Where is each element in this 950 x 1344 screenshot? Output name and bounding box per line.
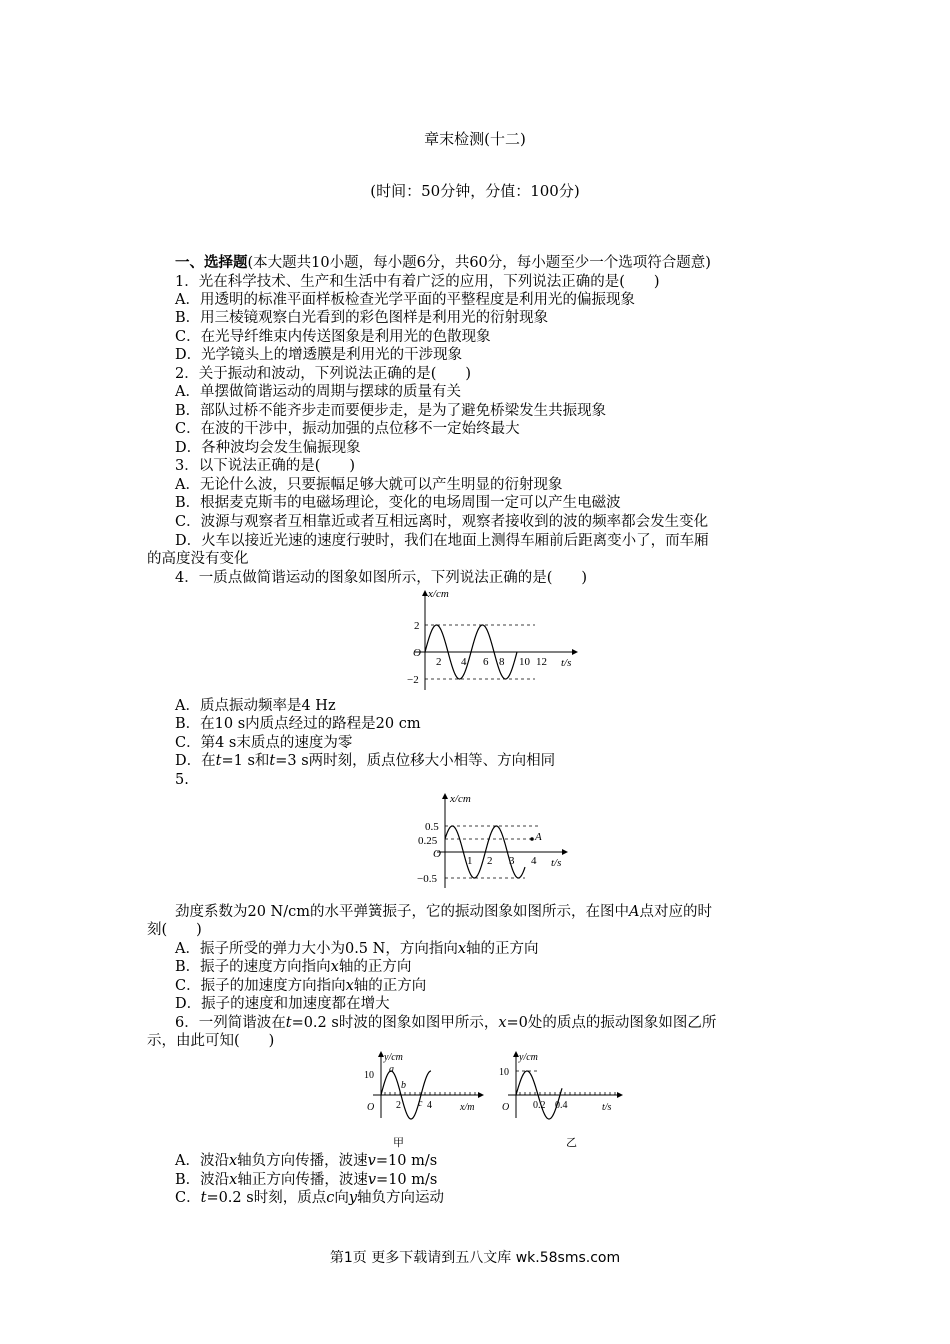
q4-y-pos: 2 (414, 620, 420, 632)
q5-option-b (175, 958, 411, 976)
q5-stem-text-2: 点对应的时 (639, 904, 712, 920)
q6-stem-text-2: =0.2 s时波的图象如图甲所示， (291, 1015, 499, 1031)
page-footer: 第1页 更多下载请到五八文库 wk.58sms.com (329, 1250, 621, 1266)
q4-y-neg: −2 (407, 674, 419, 686)
q5-option-c (175, 977, 426, 995)
q6j-tick-4: 4 (427, 1100, 432, 1111)
q4-origin: O (413, 647, 421, 659)
q5-c-text-2: 轴的正方向 (353, 978, 427, 994)
q4-d-text-3: =3 s两时刻，质点位移大小相等、方向相同 (275, 753, 556, 769)
q6-stem-var-t: t (285, 1015, 292, 1031)
q5-a-text-2: 轴的正方向 (466, 941, 539, 957)
q6-option-c (175, 1189, 444, 1207)
q5-point-a-dot (530, 837, 534, 841)
q4-option-c: C．第4 s末质点的速度为零 (175, 735, 353, 751)
q5-stem-var-a: A (629, 904, 640, 920)
q1-stem: 1．光在科学技术、生产和生活中有着广泛的应用，下列说法正确的是( ) (175, 274, 660, 290)
q3-option-d: D．火车以接近光速的速度行驶时，我们在地面上测得车厢前后距离变小了，而车厢 (175, 533, 709, 549)
q5-c-text-1: C．振子的加速度方向指向 (175, 978, 346, 994)
q5-y-label: x/cm (450, 793, 471, 805)
q6-c-text-3: 向 (334, 1190, 349, 1206)
q6j-point-c: c (418, 1098, 423, 1109)
q5-tick-4: 4 (531, 855, 537, 867)
q5-b-text-2: 轴的正方向 (338, 959, 412, 975)
q2-option-d: D．各种波均会发生偏振现象 (175, 440, 361, 456)
q6y-tick-04: 0.4 (555, 1100, 568, 1111)
q4-d-var-t1: t (215, 753, 222, 769)
q6j-caption: 甲 (393, 1137, 404, 1149)
q6-stem-text-3: =0处的质点的振动图象如图乙所 (506, 1015, 717, 1031)
q5-b-text-1: B．振子的速度方向指向 (175, 959, 331, 975)
q6y-y-label: y/cm (519, 1052, 538, 1063)
q6j-y10: 10 (364, 1070, 374, 1081)
q5-number: 5. (175, 772, 189, 788)
q5-b-var-x: x (330, 959, 339, 975)
q4-x-label: t/s (561, 657, 572, 669)
q5-tick-2: 2 (487, 855, 493, 867)
section-desc: (本大题共10小题，每小题6分，共60分，每小题至少一个选项符合题意) (247, 255, 711, 271)
q5-point-a-label: A (535, 831, 542, 843)
q1-option-d: D．光学镜头上的增透膜是利用光的干涉现象 (175, 347, 463, 363)
q4-stem: 4．一质点做简谐运动的图象如图所示，下列说法正确的是( ) (175, 570, 588, 586)
q6y-caption: 乙 (566, 1137, 577, 1149)
q5-y-neg: −0.5 (417, 873, 437, 885)
q5-option-a (175, 940, 539, 958)
q4-tick-12: 12 (536, 656, 547, 668)
q6-c-var-y: y (348, 1190, 358, 1206)
q5-a-var-x: x (457, 941, 467, 957)
q4-d-var-t2: t (269, 753, 276, 769)
q5-origin: O (433, 848, 441, 860)
q4-option-a: A．质点振动频率是4 Hz (175, 698, 336, 714)
q2-option-b: B．部队过桥不能齐步走而要便步走，是为了避免桥梁发生共振现象 (175, 403, 607, 419)
q6-stem-var-x: x (498, 1015, 507, 1031)
page-title: 章末检测(十二) (424, 130, 526, 148)
q3-option-b: B．根据麦克斯韦的电磁场理论，变化的电场周围一定可以产生电磁波 (175, 495, 621, 511)
q2-stem: 2．关于振动和波动，下列说法正确的是( ) (175, 366, 472, 382)
q6-a-text-1: A．波沿 (175, 1153, 229, 1169)
q6y-x-label: t/s (602, 1102, 612, 1113)
q4-tick-2: 2 (436, 656, 442, 668)
q5-stem (175, 903, 712, 921)
q4-d-text-1: D．在 (175, 753, 216, 769)
q6-option-a (175, 1152, 437, 1170)
q6-c-text-4: 轴负方向运动 (357, 1190, 445, 1206)
q6j-point-b: b (401, 1080, 406, 1091)
q4-graph (395, 585, 595, 695)
q5-tick-1: 1 (467, 855, 473, 867)
q3-stem: 3．以下说法正确的是( ) (175, 458, 356, 474)
q4-option-d (175, 752, 555, 770)
q6-b-text-1: B．波沿 (175, 1172, 230, 1188)
section-heading (175, 254, 711, 272)
page-subtitle: (时间：50分钟，分值：100分) (370, 182, 580, 200)
q5-option-d: D．振子的速度和加速度都在增大 (175, 996, 390, 1012)
q6j-origin: O (367, 1102, 375, 1113)
q6-c-text-1: C． (175, 1190, 201, 1206)
q5-stem-cont: 刻( ) (147, 922, 202, 938)
q4-tick-6: 6 (483, 656, 489, 668)
q6-stem (175, 1014, 716, 1032)
q5-a-text-1: A．振子所受的弹力大小为0.5 N，方向指向 (175, 941, 458, 957)
q6-c-var-c: c (326, 1190, 335, 1206)
q4-tick-8: 8 (499, 656, 505, 668)
q6-c-var-t: t (200, 1190, 207, 1206)
q1-option-a: A．用透明的标准平面样板检查光学平面的平整程度是利用光的偏振现象 (175, 292, 635, 308)
q5-tick-3: 3 (509, 855, 515, 867)
q1-option-b: B．用三棱镜观察白光看到的彩色图样是利用光的衍射现象 (175, 310, 549, 326)
q6-graph-jia (355, 1048, 490, 1153)
q5-x-label: t/s (551, 857, 562, 869)
q3-option-d-cont: 的高度没有变化 (147, 551, 249, 567)
q3-option-a: A．无论什么波，只要振幅足够大就可以产生明显的衍射现象 (175, 477, 563, 493)
q6-option-b (175, 1171, 437, 1189)
q4-option-b: B．在10 s内质点经过的路程是20 cm (175, 716, 421, 732)
q6j-point-a: a (389, 1064, 394, 1075)
q6y-y10: 10 (499, 1067, 509, 1078)
q4-tick-4: 4 (461, 656, 467, 668)
q6j-tick-2: 2 (396, 1100, 401, 1111)
q6-stem-text-1: 6．一列简谐波在 (175, 1015, 286, 1031)
q6-b-text-2: 轴正方向传播，波速 (237, 1172, 368, 1188)
q2-option-c: C．在波的干涉中，振动加强的点位移不一定始终最大 (175, 421, 520, 437)
q5-c-var-x: x (345, 978, 354, 994)
q6y-origin: O (502, 1102, 510, 1113)
q6-b-var-v: v (367, 1172, 377, 1188)
q6j-y-label: y/cm (384, 1052, 403, 1063)
q1-option-c: C．在光导纤维束内传送图象是利用光的色散现象 (175, 329, 491, 345)
q6-a-text-3: =10 m/s (375, 1153, 438, 1169)
q6y-tick-02: 0.2 (533, 1100, 546, 1111)
q5-stem-text-1: 劲度系数为20 N/cm的水平弹簧振子，它的振动图象如图所示，在图中 (175, 904, 630, 920)
q6-a-var-x: x (228, 1153, 238, 1169)
q2-option-a: A．单摆做简谐运动的周期与摆球的质量有关 (175, 384, 461, 400)
q3-option-c: C．波源与观察者互相靠近或者互相远离时，观察者接收到的波的频率都会发生变化 (175, 514, 709, 530)
q6-c-text-2: =0.2 s时刻，质点 (206, 1190, 327, 1206)
q6-graph-yi (490, 1048, 630, 1153)
q5-y-025: 0.25 (418, 835, 438, 847)
q4-y-label: x/cm (428, 588, 449, 600)
q6-a-var-v: v (367, 1153, 376, 1169)
q5-graph (395, 790, 575, 890)
q6-b-text-3: =10 m/s (376, 1172, 438, 1188)
q5-y-05: 0.5 (425, 821, 439, 833)
section-label: 一、选择题 (175, 254, 248, 271)
q6-b-var-x: x (229, 1172, 238, 1188)
q6j-x-label: x/m (460, 1102, 475, 1113)
q6-stem-cont: 示，由此可知( ) (147, 1033, 275, 1049)
q6-a-text-2: 轴负方向传播，波速 (237, 1153, 368, 1169)
q4-d-text-2: =1 s和 (221, 753, 270, 769)
q4-tick-10: 10 (519, 656, 530, 668)
